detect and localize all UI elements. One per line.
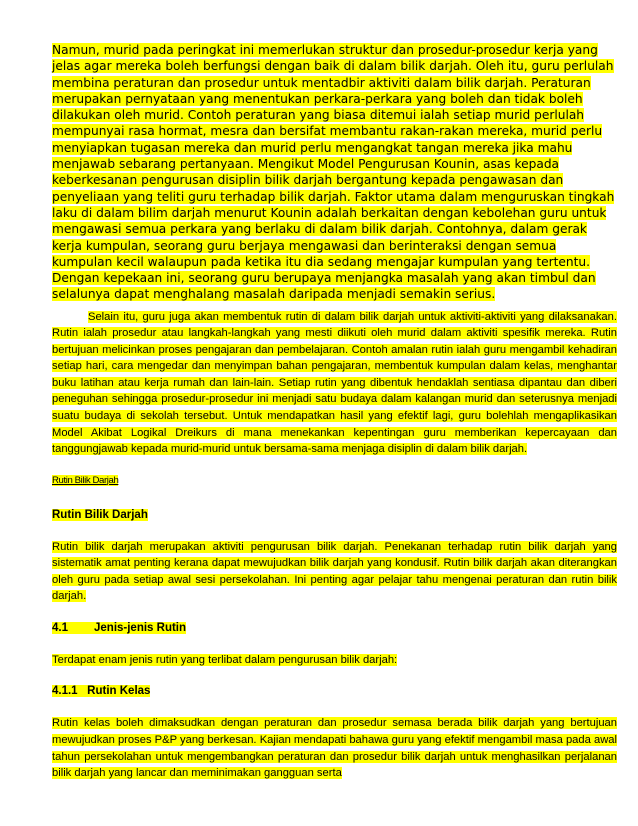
heading-4-1-1-number: 4.1.1 — [52, 685, 78, 698]
heading-4-1-text: Jenis-jenis Rutin — [94, 621, 187, 634]
rutin-bilik-darjah-link[interactable]: Rutin Bilik Darjah — [52, 474, 119, 486]
heading-rutin-bilik-darjah-text: Rutin Bilik Darjah — [52, 508, 148, 521]
heading-4-1-highlight — [52, 622, 186, 634]
paragraph-rutin-definition — [52, 539, 617, 605]
paragraph-enam-jenis-text: Terdapat enam jenis rutin yang terlibat dalam pengurusan bilik darjah: — [52, 653, 398, 666]
paragraph-rutin-intro-text: Selain itu, guru juga akan membentuk rutin di dalam bilik darjah untuk aktiviti-aktiviti yang dilaksanakan. Rutin ialah prosedur atau langkah-langkah yang mesti diikuti oleh murid dalam aktiviti spesifik mereka. Rutin bertujuan melicinkan proses pengajaran dan pembelajaran. Contoh amalan rutin ialah guru mengambil kehadiran setiap hari, cara mengedar dan menyimpan bahan pengajaran, membentuk kumpulan dalam kelas, menghantar buku latihan atau kerja rumah dan lain-lain. Setiap rutin yang dibentuk hendaklah sentiasa dipantau dan diberi peneguhan sehingga prosedur-prosedur ini menjadi satu budaya dalam kalangan murid dan seterusnya menjadi suatu budaya di sekolah tersebut. Untuk mendapatkan hasil yang efektif lagi, guru bolehlah mengaplikasikan Model Akibat Logikal Dreikurs di mana menekankan kepentingan guru memberikan kepercayaan dan tanggungjawab kepada murid-murid untuk bersama-sama menjaga disiplin di dalam bilik darjah. — [52, 310, 617, 456]
heading-4-1-1 — [52, 684, 617, 699]
paragraph-rutin-definition-text: Rutin bilik darjah merupakan aktiviti pengurusan bilik darjah. Penekanan terhadap rutin bilik darjah yang sistematik amat penting kerana dapat mewujudkan bilik darjah yang kondusif. Rutin bilik darjah akan diterangkan oleh guru pada setiap awal sesi persekolahan. Ini penting agar pelajar tahu mengenai peraturan dan rutin bilik darjah. — [52, 540, 617, 603]
paragraph-rutin-kelas — [52, 715, 617, 781]
heading-4-1-1-highlight — [52, 685, 150, 697]
document-page — [52, 42, 617, 782]
rutin-link-line — [52, 474, 617, 488]
heading-4-1 — [52, 621, 617, 636]
paragraph-kounin — [52, 42, 617, 303]
heading-4-1-1-text: Rutin Kelas — [87, 685, 151, 698]
paragraph-enam-jenis — [52, 652, 617, 669]
heading-4-1-number: 4.1 — [52, 621, 68, 634]
heading-rutin-bilik-darjah — [52, 508, 617, 523]
paragraph-rutin-kelas-text: Rutin kelas boleh dimaksudkan dengan peraturan dan prosedur semasa berada bilik darjah yang bertujuan mewujudkan proses P&P yang berkesan. Kajian mendapati bahawa guru yang efektif mengambil masa pada awal tahun persekolahan untuk mengembangkan peraturan dan prosedur bilik darjah untuk menghasilkan perjalanan bilik darjah yang lancar dan meminimakan gangguan serta — [52, 717, 617, 780]
paragraph-kounin-text: Namun, murid pada peringkat ini memerlukan struktur dan prosedur-prosedur kerja yang jelas agar mereka boleh berfungsi dengan baik di dalam bilik darjah. Oleh itu, guru perlulah membina peraturan dan prosedur untuk mentadbir aktiviti dalam bilik darjah. Peraturan merupakan pernyataan yang menentukan perkara-perkara yang boleh dan tidak boleh dilakukan oleh murid. Contoh peraturan yang biasa ditemui ialah setiap murid perlulah mempunyai rasa hormat, mesra dan bersifat membantu rakan-rakan mereka, murid perlu menyiapkan tugasan mereka dan murid perlu mengangkat tangan mereka jika mahu menjawab sebarang pertanyaan. Mengikut Model Pengurusan Kounin, asas kepada keberkesanan pengurusan disiplin bilik darjah bergantung kepada pengawasan dan penyeliaan yang teliti guru terhadap bilik darjah. Faktor utama dalam menguruskan tingkah laku di dalam bilim darjah menurut Kounin adalah berkaitan dengan kebolehan guru untuk mengawasi semua perkara yang berlaku di dalam bilik darjah. Contohnya, dalam gerak kerja kumpulan, seorang guru berjaya mengawasi dan berinteraksi dengan semua kumpulan kecil walaupun pada ketika itu dia sedang mengajar kumpulan yang tertentu. Dengan kepekaan ini, seorang guru berupaya menjangka masalah yang akan timbul dan selalunya dapat menghalang masalah daripada menjadi semakin serius. — [52, 43, 615, 302]
paragraph-rutin-intro — [52, 309, 617, 458]
